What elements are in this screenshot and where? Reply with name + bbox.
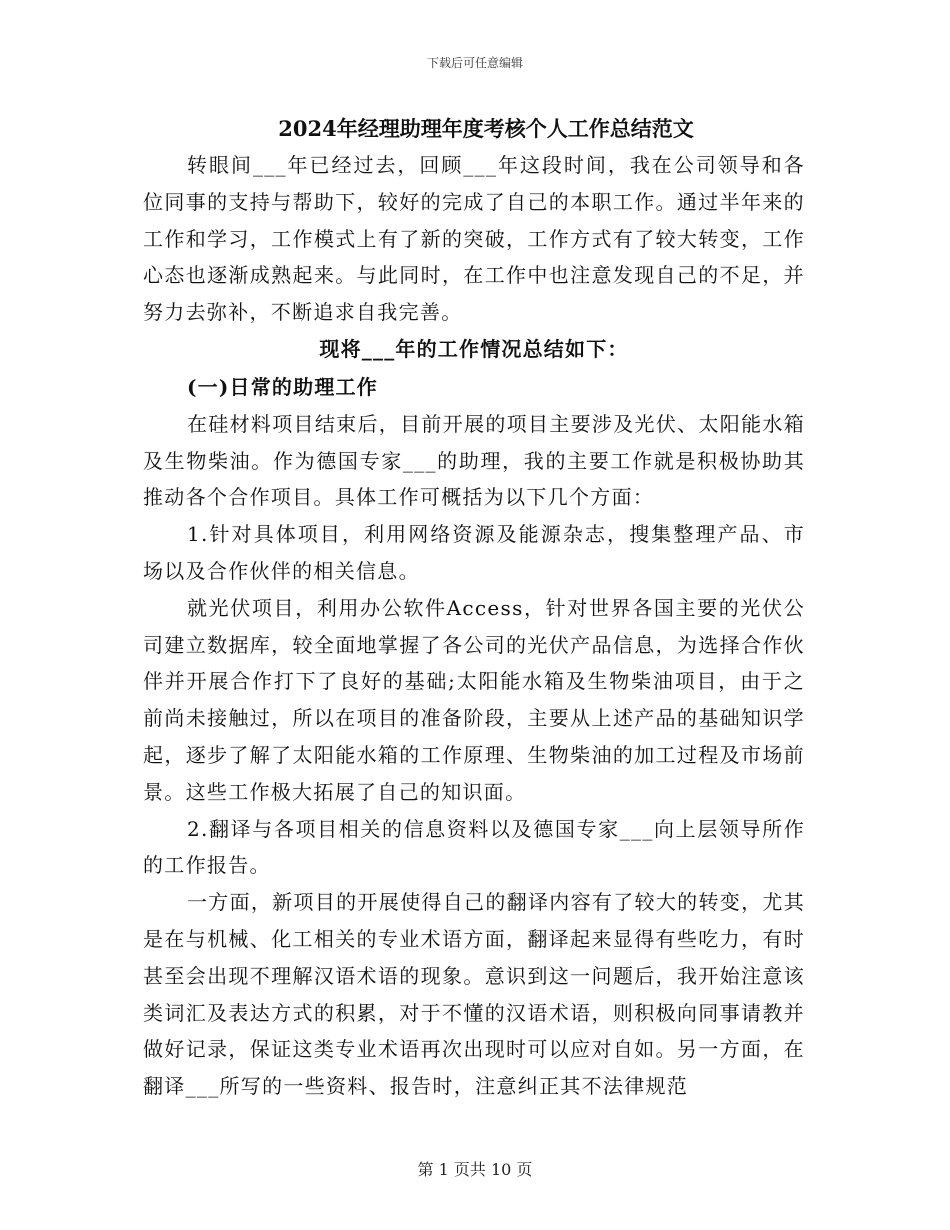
page-header: 下载后可任意编辑 bbox=[426, 56, 523, 70]
paragraph-intro: 转眼间___年已经过去，回顾___年这段时间，我在公司领导和各位同事的支持与帮助下，较好的完成了自己的本职工作。通过半年来的工作和学习，工作模式上有了新的突破，工作方式有了较大转变，工作心态也逐渐成熟起来。与此同时，在工作中也注意发现自己的不足，并努力去弥补，不断追求自我完善。 bbox=[143, 153, 805, 325]
paragraph-translation: 一方面，新项目的开展使得自己的翻译内容有了较大的转变，尤其是在与机械、化工相关的专业术语方面，翻译起来显得有些吃力，有时甚至会出现不理解汉语术语的现象。意识到这一问题后，我开始注意该类词汇及表达方式的积累，对于不懂的汉语术语，则积极向同事请教并做好记录，保证这类专业术语再次出现时可以应对自如。另一方面，在翻译___所写的一些资料、报告时，注意纠正其不法律规范 bbox=[143, 890, 805, 1099]
section-heading-1: (一)日常的助理工作 bbox=[187, 374, 378, 399]
paragraph-photovoltaic: 就光伏项目，利用办公软件Access，针对世界各国主要的光伏公司建立数据库，较全面地掌握了各公司的光伏产品信息，为选择合作伙伴并开展合作打下了良好的基础;太阳能水箱及生物柴油项目，由于之前尚未接触过，所以在项目的准备阶段，主要从上述产品的基础知识学起，逐步了解了太阳能水箱的工作原理、生物柴油的加工过程及市场前景。这些工作极大拓展了自己的知识面。 bbox=[143, 595, 805, 804]
paragraph-item-2: 2.翻译与各项目相关的信息资料以及德国专家___向上层领导所作的工作报告。 bbox=[143, 816, 805, 878]
summary-heading: 现将___年的工作情况总结如下： bbox=[319, 336, 629, 361]
page-footer: 第 1 页共 10 页 bbox=[417, 1160, 533, 1179]
paragraph-projects: 在硅材料项目结束后，目前开展的项目主要涉及光伏、太阳能水箱及生物柴油。作为德国专家___的助理，我的主要工作就是积极协助其推动各个合作项目。具体工作可概括为以下几个方面： bbox=[143, 411, 805, 510]
document-body bbox=[143, 111, 805, 1105]
paragraph-item-1: 1.针对具体项目，利用网络资源及能源杂志，搜集整理产品、市场以及合作伙伴的相关信息。 bbox=[143, 522, 805, 583]
document-title: 2024年经理助理年度考核个人工作总结范文 bbox=[278, 116, 694, 141]
